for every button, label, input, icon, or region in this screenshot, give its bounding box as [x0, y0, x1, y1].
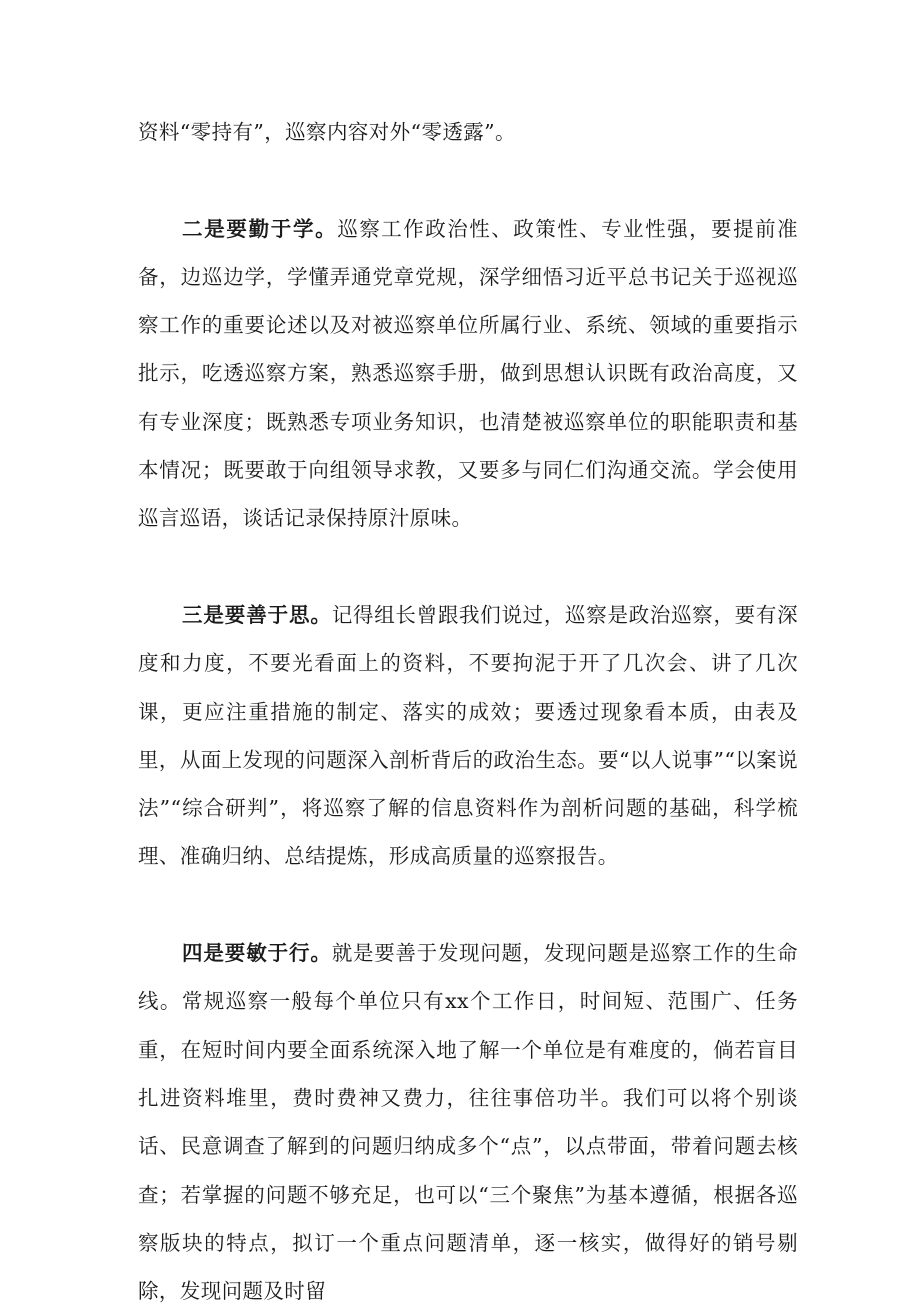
paragraph-study	[138, 205, 798, 543]
paragraph-heading: 三是要善于思。	[182, 602, 332, 627]
paragraph-think	[138, 591, 798, 881]
paragraph-act	[138, 929, 798, 1315]
paragraph-continuation	[138, 108, 798, 156]
paragraph-text: 记得组长曾跟我们说过，巡察是政治巡察，要有深度和力度，不要光看面上的资料，不要拘泥于开了几次会、讲了几次课，更应注重措施的制定、落实的成效；要透过现象看本质，由表及里，从面上发现的问题深入剖析背后的政治生态。要“以人说事”“以案说法”“综合研判”，将巡察了解的信息资料作为剖析问题的基础，科学梳理、准确归纳、总结提炼，形成高质量的巡察报告。	[138, 602, 798, 869]
paragraph-text: 资料“零持有”，巡察内容对外“零透露”。	[138, 120, 516, 144]
document-body	[138, 108, 798, 1315]
paragraph-heading: 四是要敏于行。	[182, 941, 332, 966]
paragraph-text: 就是要善于发现问题，发现问题是巡察工作的生命线。常规巡察一般每个单位只有xx个工作日，时间短、范围广、任务重，在短时间内要全面系统深入地了解一个单位是有难度的，倘若盲目扎进资料堆里，费时费神又费力，往往事倍功半。我们可以将个别谈话、民意调查了解到的问题归纳成多个“点”，以点带面，带着问题去核查；若掌握的问题不够充足，也可以“三个聚焦”为基本遵循，根据各巡察版块的特点，拟订一个重点问题清单，逐一核实，做得好的销号剔除，发现问题及时留	[138, 941, 798, 1304]
paragraph-text: 巡察工作政治性、政策性、专业性强，要提前准备，边巡边学，学懂弄通党章党规，深学细悟习近平总书记关于巡视巡察工作的重要论述以及对被巡察单位所属行业、系统、领域的重要指示批示，吃透巡察方案，熟悉巡察手册，做到思想认识既有政治高度，又有专业深度；既熟悉专项业务知识，也清楚被巡察单位的职能职责和基本情况；既要敢于向组领导求教，又要多与同仁们沟通交流。学会使用巡言巡语，谈话记录保持原汁原味。	[138, 216, 798, 531]
paragraph-heading: 二是要勤于学。	[182, 216, 338, 241]
